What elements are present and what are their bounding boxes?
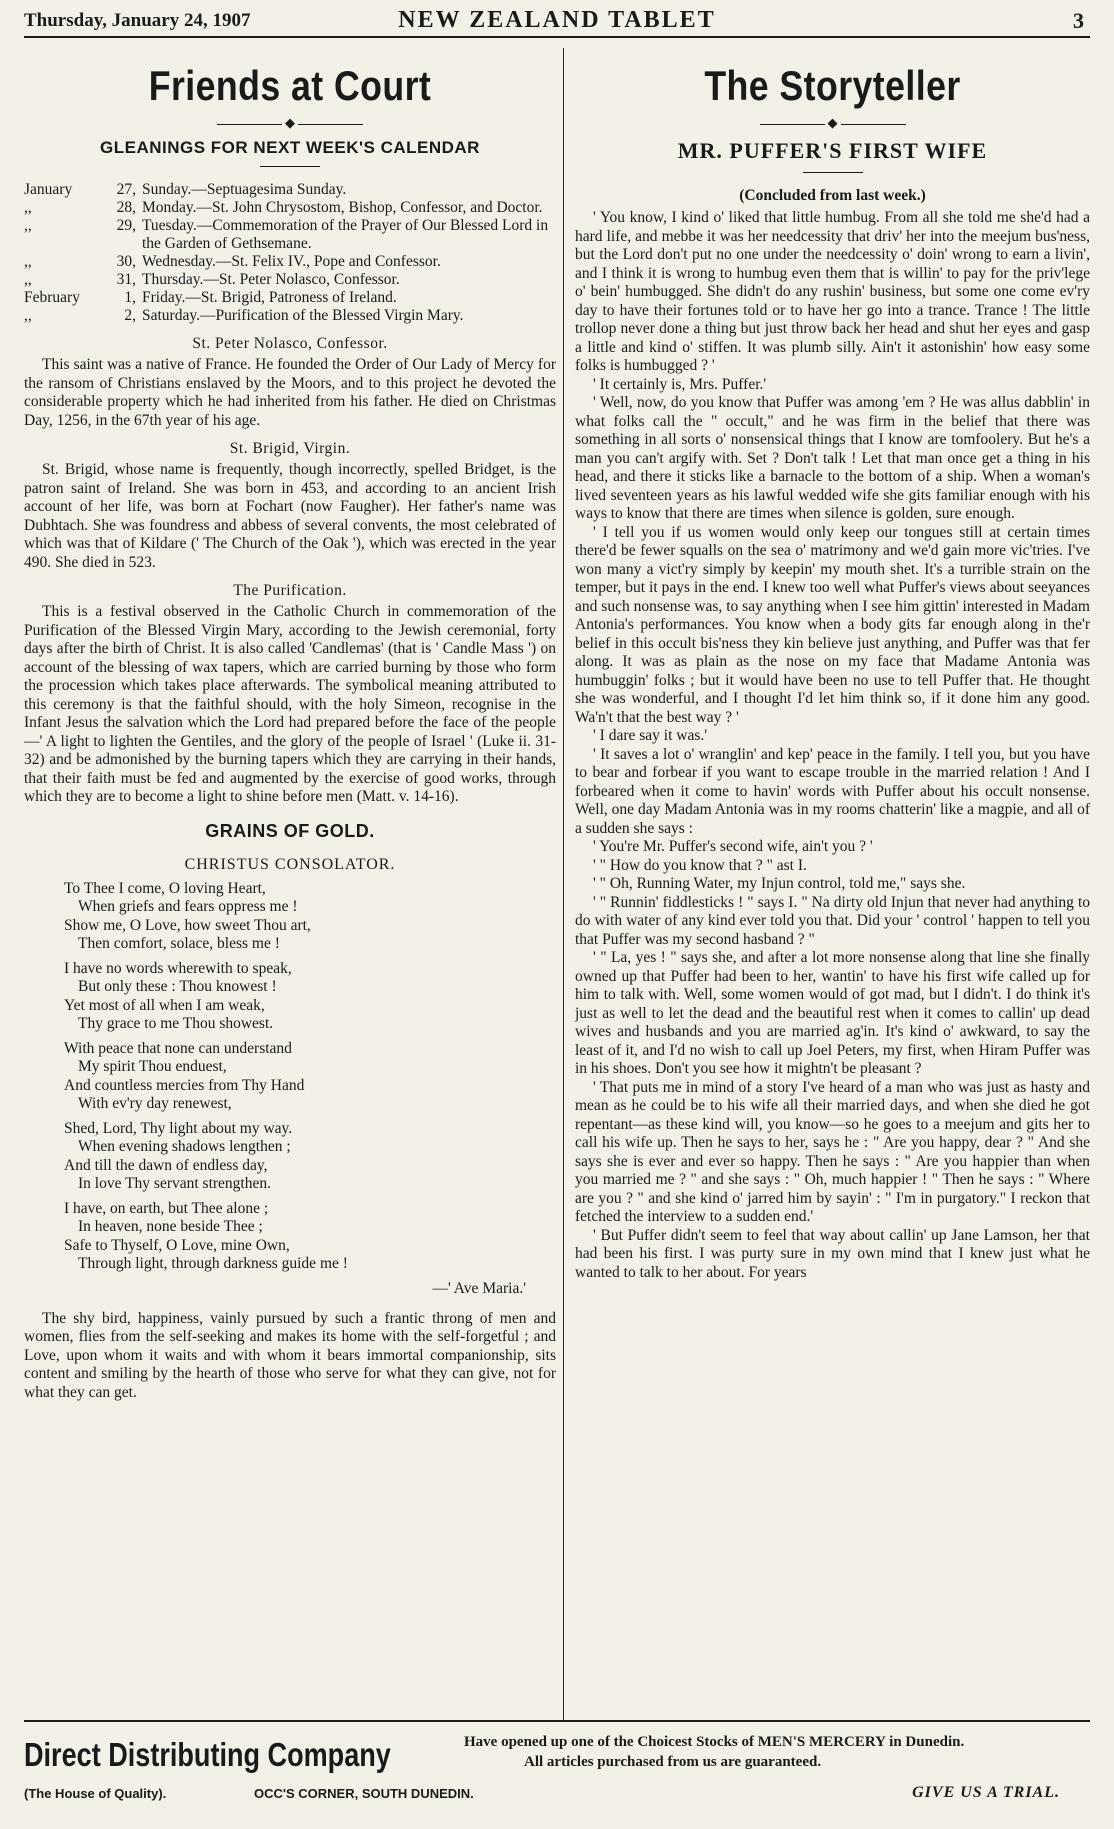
entry-text-nolasco: This saint was a native of France. He founded the Order of Our Lady of Mercy for the ransom of Christians enslaved by the Moors, and to this project he devoted the considerable property which he had inherited from his father. He died on Christmas Day, 1256, in the 67th year of his age.: [24, 356, 556, 429]
calendar-row: [24, 307, 556, 325]
calendar-month: ,,: [24, 307, 32, 324]
left-column: [24, 48, 556, 1708]
story-title: MR. PUFFER'S FIRST WIFE: [677, 138, 988, 163]
page-number: 3: [1073, 8, 1084, 33]
poem-line: And countless mercies from Thy Hand: [64, 1076, 305, 1094]
concluded-note: (Concluded from last week.): [739, 187, 926, 204]
calendar-month: ,,: [24, 253, 32, 270]
poem-credit: —' Ave Maria.': [432, 1279, 526, 1297]
entry-text-brigid: St. Brigid, whose name is frequently, though incorrectly, spelled Bridget, is the patron saint of Ireland. She was born in 453, and according to an ancient Irish account of her life, was born at Fochart (now Faugher). Her father's name was Dubhtach. She was foundress and abbess of several convents, the most celebrated of which was that of Kildare (' The Church of the Oak '), which was erected in the year 490. She died in 523.: [24, 461, 556, 571]
ad-line-mercery: Have opened up one of the Choicest Stocks of MEN'S MERCERY in Dunedin.: [464, 1734, 965, 1750]
poem-line: In love Thy servant strengthen.: [78, 1175, 271, 1192]
calendar-subtitle: GLEANINGS FOR NEXT WEEK'S CALENDAR: [100, 138, 480, 157]
calendar-desc: Saturday.—Purification of the Blessed Virgin Mary.: [142, 307, 464, 324]
calendar-day: 31,: [116, 271, 136, 288]
calendar-desc: Friday.—St. Brigid, Patroness of Ireland.: [142, 289, 397, 306]
calendar-row: [24, 181, 556, 199]
poem-line: When griefs and fears oppress me !: [78, 898, 298, 915]
poem-stanza: [64, 1200, 556, 1274]
entry-title-brigid: St. Brigid, Virgin.: [229, 440, 351, 457]
poem-stanza: [64, 960, 556, 1034]
calendar-row: [24, 199, 556, 217]
story-paragraph: ' I tell you if us women would only keep our tongues still at certain times there'd be fewer squalls on the sea o' matrimony and we'd gain more vic'tries. I've won many a vict'ry simply by keepin' my mouth shet. It's a turrible strain on the temper, but it pays in the end. I knew too well what Puffer's views about seeyances and such nonsense was, to say anything when I see him gittin' interested in Madam Antonia's performances. You know when a body gits far enough along in the'r belief in this occult bis'ness they kin believe just anything, and Puffer was that fer along. It was as plain as the nose on my face that Madame Antonia was humbuggin' folks ; but it would have been no use to tell Puffer that. He thought she was wonderful, and I thought I'd let him think so, if it done him any good. Wa'n't that the best way ? ': [575, 523, 1090, 726]
story-paragraph: ' It saves a lot o' wranglin' and kep' peace in the family. I tell you, but you have to bear and forbear if you want to escape trouble in the married relation ! And I forbeared when it come to havin' words with Puffer about his occult nonsense. Well, one day Madam Antonia was in my rooms chatterin' like a magpie, and all of a sudden she says :: [575, 745, 1090, 837]
poem-line: Through light, through darkness guide me !: [78, 1255, 348, 1272]
closing-paragraph: The shy bird, happiness, vainly pursued by such a frantic throng of men and women, flies from the self-seeking and makes its home with the self-forgetful ; and Love, upon whom it waits and with whom it bears immortal companionship, sits content and smiling by the hearth of those who serve for what they can give, not for what they can get.: [24, 1309, 556, 1401]
column-divider: [563, 48, 564, 1720]
story-paragraph: ' " La, yes ! " says she, and after a lot more nonsense along that line she finally owned up that Puffer had been to her, wantin' to have his first wife called up for him to talk with. Well, some women would of got mad, but I didn't. I do think it's just as well to let the dead and the beautiful rest when it comes to callin' up dead wives and husbands and you are married ag'in. It's kind o' awkward, to say the least of it, and I'd no wish to call up Joel Peters, my first, when Hiram Puffer was in his shoes. Don't you see how it mightn't be pleasant ?: [575, 949, 1090, 1077]
entry-title-purification: The Purification.: [233, 582, 347, 599]
calendar-day: 30,: [116, 253, 136, 270]
grains-of-gold-heading: GRAINS OF GOLD.: [205, 820, 375, 841]
masthead: [24, 6, 1090, 38]
calendar-list: [24, 181, 556, 325]
poem-line: Yet most of all when I am weak,: [64, 996, 265, 1014]
calendar-month: ,,: [24, 271, 32, 288]
story-paragraph: ' But Puffer didn't seem to feel that way about callin' up Jane Lamson, her that had been his first. I was purty sure in my own mind that I knew just what he wanted to talk to her about. For years: [575, 1226, 1090, 1281]
short-rule: [803, 172, 863, 173]
poem-line: Shed, Lord, Thy light about my way.: [64, 1119, 293, 1137]
poem-line: To Thee I come, O loving Heart,: [64, 879, 266, 897]
calendar-month: ,,: [24, 199, 32, 216]
ad-line-guarantee: All articles purchased from us are guaranteed.: [524, 1754, 822, 1770]
story-paragraph: ' " Runnin' fiddlesticks ! " says I. " Na dirty old Injun that never had anything to do with water of any kind ever told you that. Did your ' control ' happen to tell you that Puffer was my second hasband ? ": [575, 893, 1090, 948]
issue-date: Thursday, January 24, 1907: [24, 10, 251, 31]
poem-line: And till the dawn of endless day,: [64, 1156, 268, 1174]
calendar-day: 1,: [124, 289, 136, 306]
advertisement-footer: [24, 1720, 1090, 1822]
poem-stanza: [64, 880, 556, 954]
poem-stanza: [64, 1120, 556, 1194]
story-paragraph: ' You know, I kind o' liked that little humbug. From all she told me she'd had a hard life, and mebbe it was her needcessity that driv' her into the meejum bus'ness, but the Lord don't put no one under the needcessity o' doin' wrong to earn a livin', and I think it is wrong to humbug even them that is willin' to pay for the priv'lege o' bein' humbugged. She didn't do any rushin' business, but some one come ev'ry day to have their fortunes told or to have her go into a trance. Trance ! The little trollop never done a thing but just throw back her head and shut her eyes and gasp a little and kind o' stiffen. It was plumb silly. Ain't it astonishin' how easy some folks is humbugged ? ': [575, 209, 1090, 374]
poem-line: Thy grace to me Thou showest.: [78, 1015, 274, 1032]
poem-line: Safe to Thyself, O Love, mine Own,: [64, 1236, 290, 1254]
story-paragraph: ' I dare say it was.': [593, 727, 708, 744]
story-paragraph: ' " Oh, Running Water, my Injun control, told me," says she.: [593, 875, 966, 892]
title-ornament: ◆: [24, 116, 556, 130]
story-paragraph: ' Well, now, do you know that Puffer was among 'em ? He was allus dabblin' in what folks call the " occult," and he was firm in the belief that there was something in all sorts o' nonsensical things that I know are tomfoolery. But he's a man you can't argify with. Set ? Don't talk ! Let that man once get a thing in his head, and there it sticks like a barnacle to the bottom of a ship. When a woman's lived seventeen years as his lawful wedded wife she gits familiar enough with his ways to know that there are times when silence is golden, sure enough.: [575, 394, 1090, 522]
poem-line: With ev'ry day renewest,: [78, 1095, 232, 1112]
poem-line: I have, on earth, but Thee alone ;: [64, 1199, 269, 1217]
short-rule: [260, 166, 320, 167]
calendar-day: 29,: [116, 217, 136, 234]
calendar-month: ,,: [24, 217, 32, 234]
ad-address: OCC'S CORNER, SOUTH DUNEDIN.: [254, 1786, 474, 1801]
friends-at-court-title: Friends at Court: [148, 62, 432, 109]
calendar-row: [24, 271, 556, 289]
story-paragraph: ' You're Mr. Puffer's second wife, ain't you ? ': [593, 838, 873, 855]
story-paragraph: ' " How do you know that ? " ast I.: [593, 856, 807, 874]
poem-line: My spirit Thou enduest,: [78, 1058, 227, 1075]
poem-title: CHRISTUS CONSOLATOR.: [184, 855, 396, 873]
ad-give-us-a-trial: GIVE US A TRIAL.: [912, 1784, 1060, 1801]
entry-text-purification: This is a festival observed in the Catholic Church in commemoration of the Purification of the Blessed Virgin Mary, according to the Jewish ceremonial, forty days after the birth of Christ. It is also called 'Candlemas' (that is ' Candle Mass ') on account of the blessing of wax tapers, which are carried burning by those who form the procession which takes place afterwards. The symbolical meaning attributed to this ceremony is that the faithful should, with the holy Simeon, recognise in the Infant Jesus the salvation which the Lord had prepared before the face of the people—' A light to lighten the Gentiles, and the glory of the people of Israel ' (Luke ii. 31-32) and be admonished by the burning tapers which they are carrying in their hands, that their faith must be fed and augmented by the exercise of good works, through which they are to become a light to shine before men (Matt. v. 14-16).: [24, 603, 556, 805]
poem-line: But only these : Thou knowest !: [78, 978, 277, 995]
poem-stanza: [64, 1040, 556, 1114]
calendar-desc: Tuesday.—Commemoration of the Prayer of Our Blessed Lord in the Garden of Gethsemane.: [142, 217, 549, 252]
calendar-day: 2,: [124, 307, 136, 324]
poem-line: In heaven, none beside Thee ;: [78, 1218, 263, 1235]
story-paragraph: ' It certainly is, Mrs. Puffer.': [593, 375, 767, 393]
calendar-desc: Wednesday.—St. Felix IV., Pope and Confessor.: [142, 253, 441, 270]
ad-tagline: (The House of Quality).: [24, 1786, 167, 1801]
newspaper-title: NEW ZEALAND TABLET: [398, 7, 716, 33]
poem-line: Show me, O Love, how sweet Thou art,: [64, 916, 311, 934]
calendar-month: January: [24, 181, 73, 198]
calendar-desc: Sunday.—Septuagesima Sunday.: [142, 181, 347, 198]
entry-title-nolasco: St. Peter Nolasco, Confessor.: [192, 335, 388, 352]
calendar-row: [24, 217, 556, 253]
poem-line: When evening shadows lengthen ;: [78, 1138, 291, 1155]
storyteller-title: The Storyteller: [704, 62, 961, 109]
ad-company-name: Direct Distributing Company: [24, 1736, 391, 1773]
poem-line: With peace that none can understand: [64, 1039, 292, 1057]
poem-line: I have no words wherewith to speak,: [64, 959, 292, 977]
title-ornament: ◆: [575, 116, 1090, 130]
story-paragraph: ' That puts me in mind of a story I've heard of a man who was just as hasty and mean as he could be to his wife all their married days, and when she died he got repentant—as these kind will, you know—so he goes to a meejum and gits her to call his wife up. Then he says to her, says he : " Are you happy, dear ? " And she says she is ever and ever so happy. Then he says : " Are you happier than when you married me ? " and she says : " Oh, much happier ! " Then he says : " Where are you ? " and she kind o' jarred him by sayin' : " I'm in purgatory." I reckon that fetched the interview to a sudden end.': [575, 1078, 1090, 1225]
right-column: [575, 48, 1090, 1708]
calendar-day: 27,: [116, 181, 136, 198]
calendar-month: February: [24, 289, 80, 306]
calendar-desc: Thursday.—St. Peter Nolasco, Confessor.: [142, 271, 400, 288]
calendar-row: [24, 253, 556, 271]
calendar-row: [24, 289, 556, 307]
calendar-desc: Monday.—St. John Chrysostom, Bishop, Confessor, and Doctor.: [142, 199, 543, 216]
poem-line: Then comfort, solace, bless me !: [78, 935, 280, 952]
calendar-day: 28,: [116, 199, 136, 216]
